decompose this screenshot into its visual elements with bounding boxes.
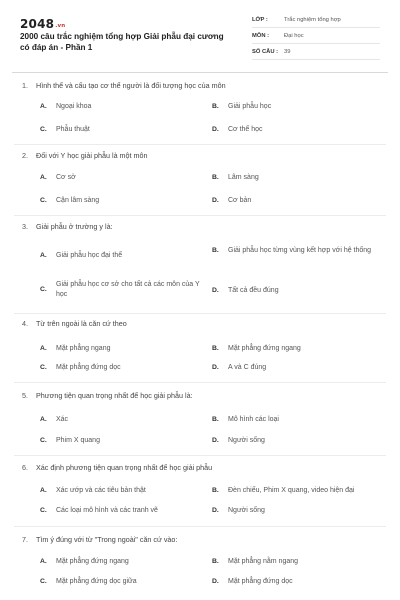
option-c[interactable]: C. Phẫu thuật: [40, 126, 90, 134]
logo-suffix: .vn: [55, 23, 66, 29]
meta-label: LỚP :: [252, 17, 268, 23]
question-divider: [14, 215, 386, 216]
option-d[interactable]: D. Mặt phẳng đứng dọc: [212, 578, 293, 586]
option-d[interactable]: D. Người sống: [212, 507, 265, 515]
question-divider: [14, 144, 386, 145]
option-c[interactable]: C. Các loại mô hình và các tranh vẽ: [40, 507, 158, 515]
option-a[interactable]: A. Cơ sở: [40, 174, 76, 182]
option-c[interactable]: C. Phim X quang: [40, 437, 100, 445]
option-c[interactable]: C. Giải phẫu học cơ sở cho tất cả các môn của Y học: [40, 281, 200, 298]
question-divider: [14, 455, 386, 456]
option-a[interactable]: A. Ngoại khoa: [40, 103, 92, 111]
site-logo[interactable]: [20, 17, 65, 31]
option-d[interactable]: D. Cơ bản: [212, 197, 252, 205]
question-divider: [14, 526, 386, 527]
option-d[interactable]: D. Người sống: [212, 437, 265, 445]
option-a[interactable]: A. Mặt phẳng ngang: [40, 345, 111, 353]
question-text: 7. Tìm ý đúng với từ "Trong ngoài" căn cứ vào:: [22, 535, 178, 544]
option-b[interactable]: B. Đèn chiếu, Phim X quang, video hiện đại: [212, 487, 355, 495]
option-a[interactable]: A. Giải phẫu học đại thể: [40, 252, 123, 260]
question-text: 1. Hình thể và cấu tạo cơ thể người là đối tượng học của môn: [22, 81, 226, 90]
option-a[interactable]: A. Mặt phẳng đứng ngang: [40, 558, 129, 566]
meta-table: [252, 14, 380, 62]
option-c[interactable]: C. Cận lâm sàng: [40, 197, 100, 205]
option-d[interactable]: D. Tất cả đều đúng: [212, 287, 279, 295]
option-b[interactable]: B. Giải phẫu học từng vùng kết hợp với hệ thống: [212, 247, 372, 255]
question-text: 2. Đối với Y học giải phẫu là một môn: [22, 151, 148, 160]
meta-row-class: [252, 14, 380, 28]
question-text: 4. Từ trên ngoài là căn cứ theo: [22, 319, 127, 328]
meta-value: Đại học: [284, 33, 304, 39]
meta-row-subject: [252, 30, 380, 44]
meta-row-count: [252, 46, 380, 60]
logo-text: 2048: [20, 17, 55, 31]
option-c[interactable]: C. Mặt phẳng đứng dọc: [40, 364, 121, 372]
question-divider: [14, 382, 386, 383]
meta-label: MÔN :: [252, 33, 270, 39]
question-text: 6. Xác định phương tiện quan trọng nhất để học giải phẫu: [22, 463, 213, 472]
option-d[interactable]: D. A và C đúng: [212, 364, 267, 372]
option-d[interactable]: D. Cơ thể học: [212, 126, 263, 134]
header-divider: [12, 72, 388, 73]
meta-label: SỐ CÂU :: [252, 49, 279, 55]
option-b[interactable]: B. Mô hình các loại: [212, 416, 279, 424]
question-text: 3. Giải phẫu ở trường y là:: [22, 222, 113, 231]
meta-value: Trắc nghiệm tổng hợp: [284, 17, 341, 23]
question-text: 5. Phương tiện quan trọng nhất để học giải phẫu là:: [22, 391, 193, 400]
option-b[interactable]: B. Mặt phẳng nằm ngang: [212, 558, 299, 566]
option-b[interactable]: B. Mặt phẳng đứng ngang: [212, 345, 301, 353]
option-a[interactable]: A. Xác: [40, 416, 69, 424]
question-divider: [14, 313, 386, 314]
document-title: 2000 câu trắc nghiệm tổng hợp Giải phẫu đại cương có đáp án - Phần 1: [20, 32, 224, 52]
page-header: [0, 0, 400, 80]
meta-value: 39: [284, 49, 291, 55]
option-c[interactable]: C. Mặt phẳng đứng dọc giữa: [40, 578, 137, 586]
option-b[interactable]: B. Giải phẫu học: [212, 103, 272, 111]
option-b[interactable]: B. Lâm sàng: [212, 174, 259, 182]
option-a[interactable]: A. Xác ướp và các tiêu bản thật: [40, 487, 146, 495]
